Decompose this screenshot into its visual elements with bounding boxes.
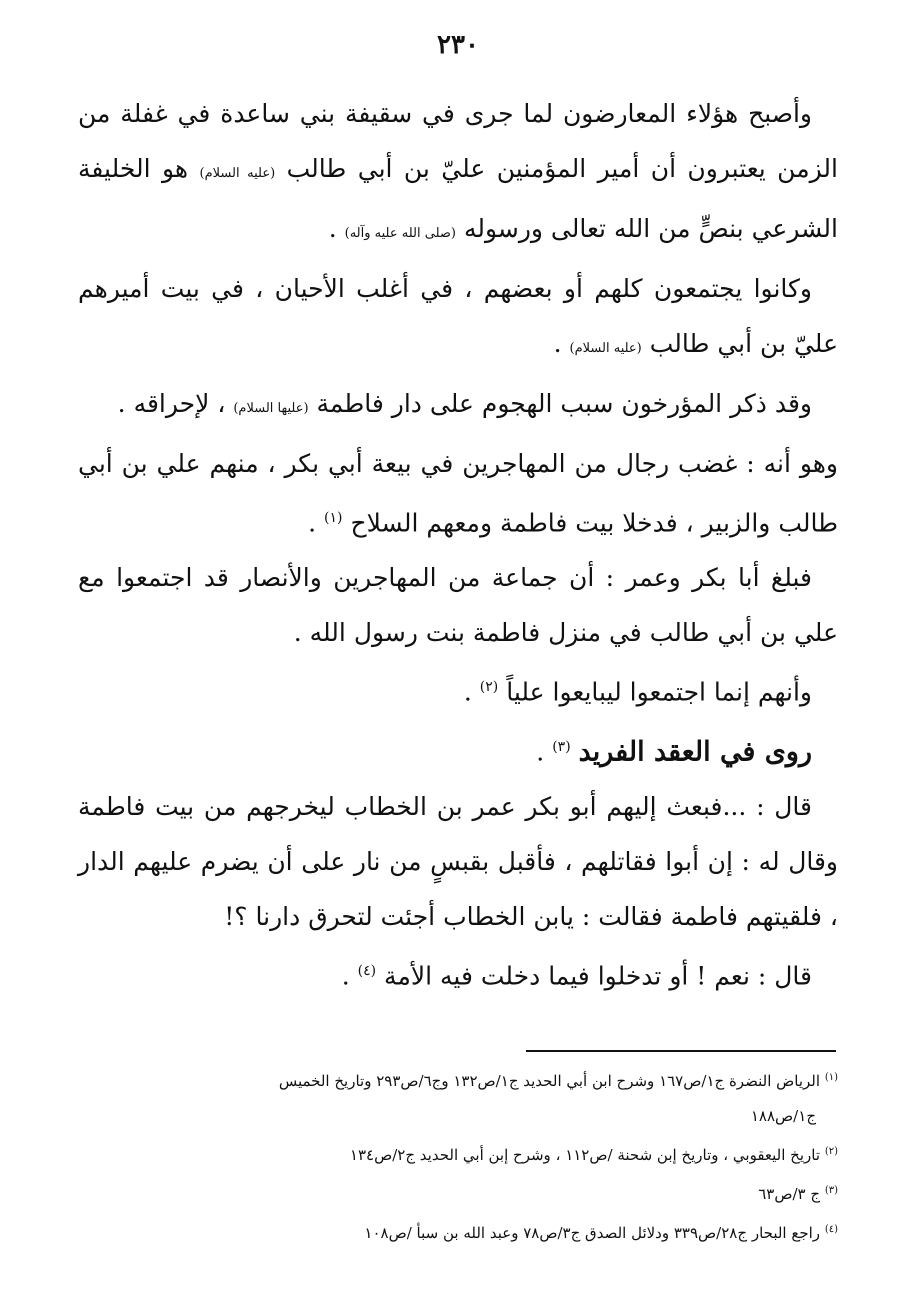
paragraph-text: وقد ذكر المؤرخون سبب الهجوم على دار فاطمة [316, 389, 812, 418]
paragraph-text: قال : نعم ! أو تدخلوا فيما دخلت فيه الأمة [384, 961, 812, 991]
footnote-number: (٢) [824, 1146, 838, 1157]
paragraph-text: وكانوا يجتمعون كلهم أو بعضهم ، في أغلب الأحيان ، في بيت أميرهم عليّ بن أبي طالب [78, 274, 838, 358]
footnote-number: (١) [824, 1072, 838, 1083]
footnote-ref[interactable]: (٢) [479, 679, 499, 696]
paragraph-text: . [463, 677, 472, 707]
paragraph-3 [78, 376, 838, 436]
footnote-ref[interactable]: (١) [324, 510, 343, 526]
paragraph-text: . [536, 736, 545, 766]
paragraph-text: ، لإحراقه . [117, 389, 226, 418]
paragraph-2 [78, 261, 838, 376]
footnote-text: تاريخ اليعقوبي ، وتاريخ إبن شحنة /ص١١٢ ، وشرح إبن أبي الحديد ج٢/ص١٣٤ [349, 1146, 821, 1164]
honorific: (عليه السلام) [199, 166, 276, 181]
footnote-text: الرياض النضرة ج١/ص١٦٧ وشرح ابن أبي الحديد ج١/ص١٣٢ وج٦/ص٢٩٣ وتاريخ الخميس [278, 1072, 821, 1090]
paragraph-8: قال : ...فبعث إليهم أبو بكر عمر بن الخطاب ليخرجهم من بيت فاطمة وقال له : إن أبوا فقاتلهم ، فأقبل بقبسٍ من نار على أن يضرم عليهم الدار ، فلقيتهم فاطمة فقالت : يابن الخطاب أجئت لتحرق دارنا ؟! [78, 791, 838, 931]
honorific: (صلى الله عليه وآله) [344, 226, 456, 241]
body-text [78, 86, 838, 1003]
paragraph-text: وأصبح هؤلاء المعارضون لما جرى في سقيفة بني ساعدة في غفلة من الزمن يعتبرون أن أمير المؤمنين عليّ بن أبي طالب [78, 99, 838, 183]
paragraph-7 [78, 720, 838, 779]
footnote-ref[interactable]: (٣) [552, 738, 571, 755]
footnote-2 [150, 1134, 838, 1173]
footnote-1-continued: ج١/ص١٨٨ [750, 1107, 816, 1125]
paragraph-text: . [553, 329, 562, 358]
paragraph-text: . [328, 214, 337, 243]
paragraph-text: هو الخليفة الشرعي بنصٍّ من الله تعالى ورسوله [78, 154, 838, 243]
paragraph-4 [78, 436, 838, 550]
footnotes [150, 1060, 838, 1251]
honorific: (عليها السلام) [233, 401, 309, 416]
paragraph-text: . [308, 508, 317, 538]
footnote-ref[interactable]: (٤) [357, 962, 377, 979]
section-heading: روى في العقد الفريد [578, 735, 812, 767]
footnote-number: (٤) [824, 1224, 838, 1235]
paragraph-1 [78, 86, 838, 261]
footnote-3 [150, 1173, 838, 1212]
footnote-text: ج ٣/ص٦٣ [758, 1185, 821, 1203]
honorific: (عليه السلام) [569, 341, 642, 356]
footnote-number: (٣) [824, 1185, 838, 1196]
paragraph-text: وأنهم إنما اجتمعوا ليبايعوا علياً [506, 677, 812, 707]
paragraph-text: وهو أنه : غضب رجال من المهاجرين في بيعة أبي بكر ، منهم علي بن أبي طالب والزبير ، فدخلا بيت فاطمة ومعهم السلاح [78, 449, 838, 538]
page-number: ٢٣٠ [437, 30, 479, 60]
footnote-4 [150, 1212, 838, 1251]
footnote-1 [150, 1060, 838, 1099]
paragraph-5: فبلغ أبا بكر وعمر : أن جماعة من المهاجرين والأنصار قد اجتمعوا مع علي بن أبي طالب في منزل فاطمة بنت رسول الله . [78, 563, 838, 648]
paragraph-6 [78, 660, 838, 719]
footnote-divider [526, 1050, 836, 1052]
paragraph-9 [78, 944, 838, 1003]
paragraph-text: . [341, 961, 350, 991]
footnote-text: راجع البحار ج٢٨/ص٣٣٩ ودلائل الصدق ج٣/ص٧٨ وعبد الله بن سبأ /ص١٠٨ [364, 1224, 821, 1242]
